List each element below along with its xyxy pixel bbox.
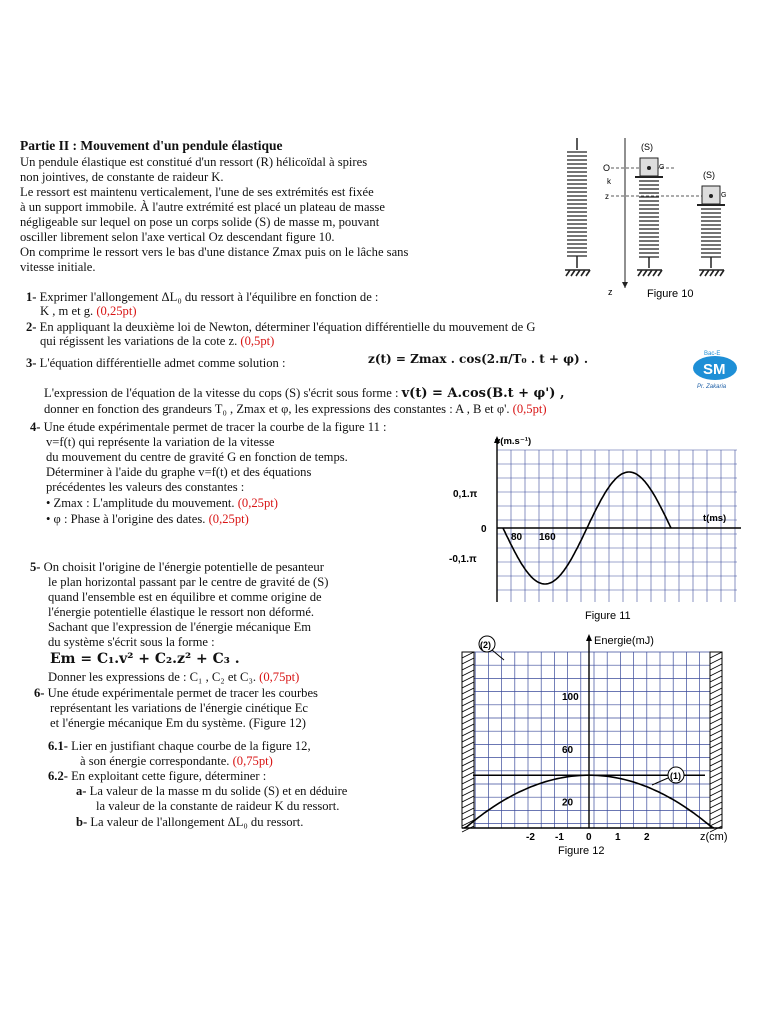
q62-a-number: a-	[76, 784, 87, 798]
q4-bullet-1	[46, 496, 278, 510]
q1-number: 1-	[26, 290, 37, 304]
q4-line: Une étude expérimentale permet de tracer la courbe de la figure 11 :	[43, 420, 387, 434]
q2-points: (0,5pt)	[240, 334, 275, 348]
q62-b-number: b-	[76, 815, 88, 829]
equation-em: Em = C₁.v² + C₂.z² + C₃ .	[50, 651, 240, 667]
question-2-line2	[40, 334, 274, 348]
y-tick-label: 100	[562, 692, 579, 703]
label-g1: G	[659, 164, 665, 171]
intro-line: Le ressort est maintenu verticalement, l'une de ses extrémités est fixée	[20, 185, 374, 199]
question-6-2	[48, 769, 266, 783]
question-1	[26, 290, 378, 304]
q6-number: 6-	[34, 686, 45, 700]
intro-line: négligeable sur lequel on pose un corps solide (S) de masse m, pouvant	[20, 215, 380, 229]
figure-12	[452, 630, 742, 860]
intro-line: non jointives, de constante de raideur K.	[20, 170, 224, 184]
q62-a	[76, 784, 347, 798]
q4-line: du mouvement du centre de gravité G en fonction de temps.	[46, 450, 348, 464]
x-tick-label: 2	[644, 832, 650, 843]
x-tick-label: -2	[526, 832, 535, 843]
question-6-1	[48, 739, 311, 753]
q4-number: 4-	[30, 420, 41, 434]
x-tick-label: 0	[586, 832, 592, 843]
question-1-line2	[40, 304, 137, 318]
q2-text: En appliquant la deuxième loi de Newton, déterminer l'équation différentielle du mouvement de G	[39, 320, 536, 334]
x-tick-label: 160	[539, 532, 556, 543]
intro-line: à un support immobile. À l'autre extrémité est placé un plateau de masse	[20, 200, 385, 214]
figure-12-caption: Figure 12	[558, 845, 605, 857]
logo-bottom-text: Pr. Zakaria	[697, 384, 727, 390]
q5-ask	[48, 670, 299, 684]
q3-line3	[44, 402, 547, 416]
label-k: k	[607, 177, 611, 186]
q5-number: 5-	[30, 560, 41, 574]
series-1-label: (1)	[670, 771, 681, 781]
label-g2: G	[721, 192, 727, 199]
q3-line3-text: donner en fonction des grandeurs T₀ , Zmax et φ, les expressions des constantes : A , B et φ'.	[44, 402, 510, 416]
q62-b-text: La valeur de l'allongement ΔL₀ du ressort.	[90, 815, 304, 829]
q5-line: Sachant que l'expression de l'énergie mécanique Em	[48, 620, 312, 634]
q62-b	[76, 815, 303, 829]
question-4	[30, 420, 387, 434]
y-axis-label: Energie(mJ)	[594, 635, 654, 647]
q5-line: quand l'ensemble est en équilibre et comme origine de	[48, 590, 322, 604]
figure-11-caption: Figure 11	[585, 610, 631, 622]
figure-10	[555, 138, 745, 303]
q1-points: (0,25pt)	[96, 304, 137, 318]
y-tick-label: 0	[481, 524, 487, 535]
y-tick-label: 0,1.π	[453, 489, 478, 500]
ground-hatch-2	[637, 270, 662, 276]
series-2-label: (2)	[480, 640, 491, 650]
logo-main-text: SM	[703, 361, 726, 378]
label-z-axis: z	[608, 287, 613, 297]
q2-text2: qui régissent les variations de la cote z.	[40, 334, 238, 348]
q61-text2: à son énergie correspondante.	[80, 754, 230, 768]
q62-text: En exploitant cette figure, déterminer :	[71, 769, 267, 783]
y-tick-label: -0,1.π	[449, 554, 477, 565]
question-6	[34, 686, 318, 700]
figure-11	[445, 432, 745, 622]
q62-number: 6.2-	[48, 769, 68, 783]
intro-line: On comprime le ressort vers le bas d'une distance Zmax puis on le lâche sans	[20, 245, 409, 259]
y-axis-arrow	[586, 634, 592, 641]
q5-line: l'énergie potentielle élastique le ressort non déformé.	[48, 605, 315, 619]
q3-number: 3-	[26, 356, 37, 370]
q1-text2: K , m et g.	[40, 304, 94, 318]
ground-hatch-1	[565, 270, 590, 276]
spring-2	[639, 181, 659, 257]
q3-text: L'équation différentielle admet comme solution :	[39, 356, 286, 370]
q3-line2	[44, 386, 565, 401]
q1-text: Exprimer l'allongement ΔL₀ du ressort à l'équilibre en fonction de :	[39, 290, 379, 304]
logo-top-text: Bac-E	[704, 351, 721, 357]
q5-line: On choisit l'origine de l'énergie potentielle de pesanteur	[43, 560, 324, 574]
q6-line: et l'énergie mécanique Em du système. (Figure 12)	[50, 716, 306, 730]
x-tick-label: -1	[555, 832, 564, 843]
q61-line2	[80, 754, 273, 768]
spring-1	[567, 152, 587, 256]
q6-line: Une étude expérimentale permet de tracer les courbes	[47, 686, 318, 700]
y-tick-label: 20	[562, 797, 574, 809]
q3-points: (0,5pt)	[512, 402, 547, 416]
q2-number: 2-	[26, 320, 37, 334]
y-tick-label: 60	[562, 744, 574, 756]
q4-bullet-2	[46, 512, 249, 526]
intro-line: Un pendule élastique est constitué d'un ressort (R) hélicoïdal à spires	[20, 155, 368, 169]
q61-number: 6.1-	[48, 739, 68, 753]
equation-v: v(t) = A.cos(B.t + φ') ,	[401, 386, 565, 401]
y-axis-label: v(m.s⁻¹)	[495, 436, 532, 447]
series-2-pointer	[492, 650, 504, 660]
q61-points: (0,75pt)	[232, 754, 273, 768]
question-5	[30, 560, 324, 574]
q3-line2-text: L'expression de l'équation de la vitesse du cops (S) s'écrit sous forme :	[44, 386, 399, 400]
part-title: Partie II : Mouvement d'un pendule élastique	[20, 138, 283, 153]
intro-line: vitesse initiale.	[20, 260, 96, 274]
q4-b1-text: • Zmax : L'amplitude du mouvement.	[46, 496, 235, 510]
q5-line: le plan horizontal passant par le centre de gravité de (S)	[48, 575, 329, 589]
spring-3	[701, 209, 721, 257]
x-tick-label: 1	[615, 832, 621, 843]
question-3	[26, 356, 285, 370]
x-axis-label: t(ms)	[703, 513, 727, 524]
label-s1: (S)	[641, 142, 653, 152]
q4-line: v=f(t) qui représente la variation de la vitesse	[46, 435, 275, 449]
intro-line: osciller librement selon l'axe vertical Oz descendant figure 10.	[20, 230, 335, 244]
q4-line: précédentes les valeurs des constantes :	[46, 480, 245, 494]
x-tick-label: 80	[511, 532, 523, 543]
q62-a-line2: la valeur de la constante de raideur K du ressort.	[96, 799, 340, 813]
equation-z: z(t) = Zmax . cos(2.π/T₀ . t + φ) .	[368, 352, 589, 366]
q5-ask-text: Donner les expressions de : C₁ , C₂ et C₃.	[48, 670, 256, 684]
label-s2: (S)	[703, 170, 715, 180]
q4-b2-text: • φ : Phase à l'origine des dates.	[46, 512, 206, 526]
label-z: z	[605, 192, 609, 201]
logo	[690, 348, 740, 390]
question-2	[26, 320, 536, 334]
q5-line: du système s'écrit sous la forme :	[48, 635, 215, 649]
q61-text: Lier en justifiant chaque courbe de la figure 12,	[71, 739, 311, 753]
q6-line: représentant les variations de l'énergie cinétique Ec	[50, 701, 308, 715]
x-axis-label: z(cm)	[700, 831, 728, 843]
q5-points: (0,75pt)	[259, 670, 300, 684]
label-o: O	[603, 163, 611, 173]
q4-b1-points: (0,25pt)	[237, 496, 278, 510]
q4-line: Déterminer à l'aide du graphe v=f(t) et des équations	[46, 465, 312, 479]
figure-10-caption: Figure 10	[647, 288, 694, 300]
q62-a-text: La valeur de la masse m du solide (S) et en déduire	[89, 784, 348, 798]
ground-hatch-3	[699, 270, 724, 276]
q4-b2-points: (0,25pt)	[208, 512, 249, 526]
